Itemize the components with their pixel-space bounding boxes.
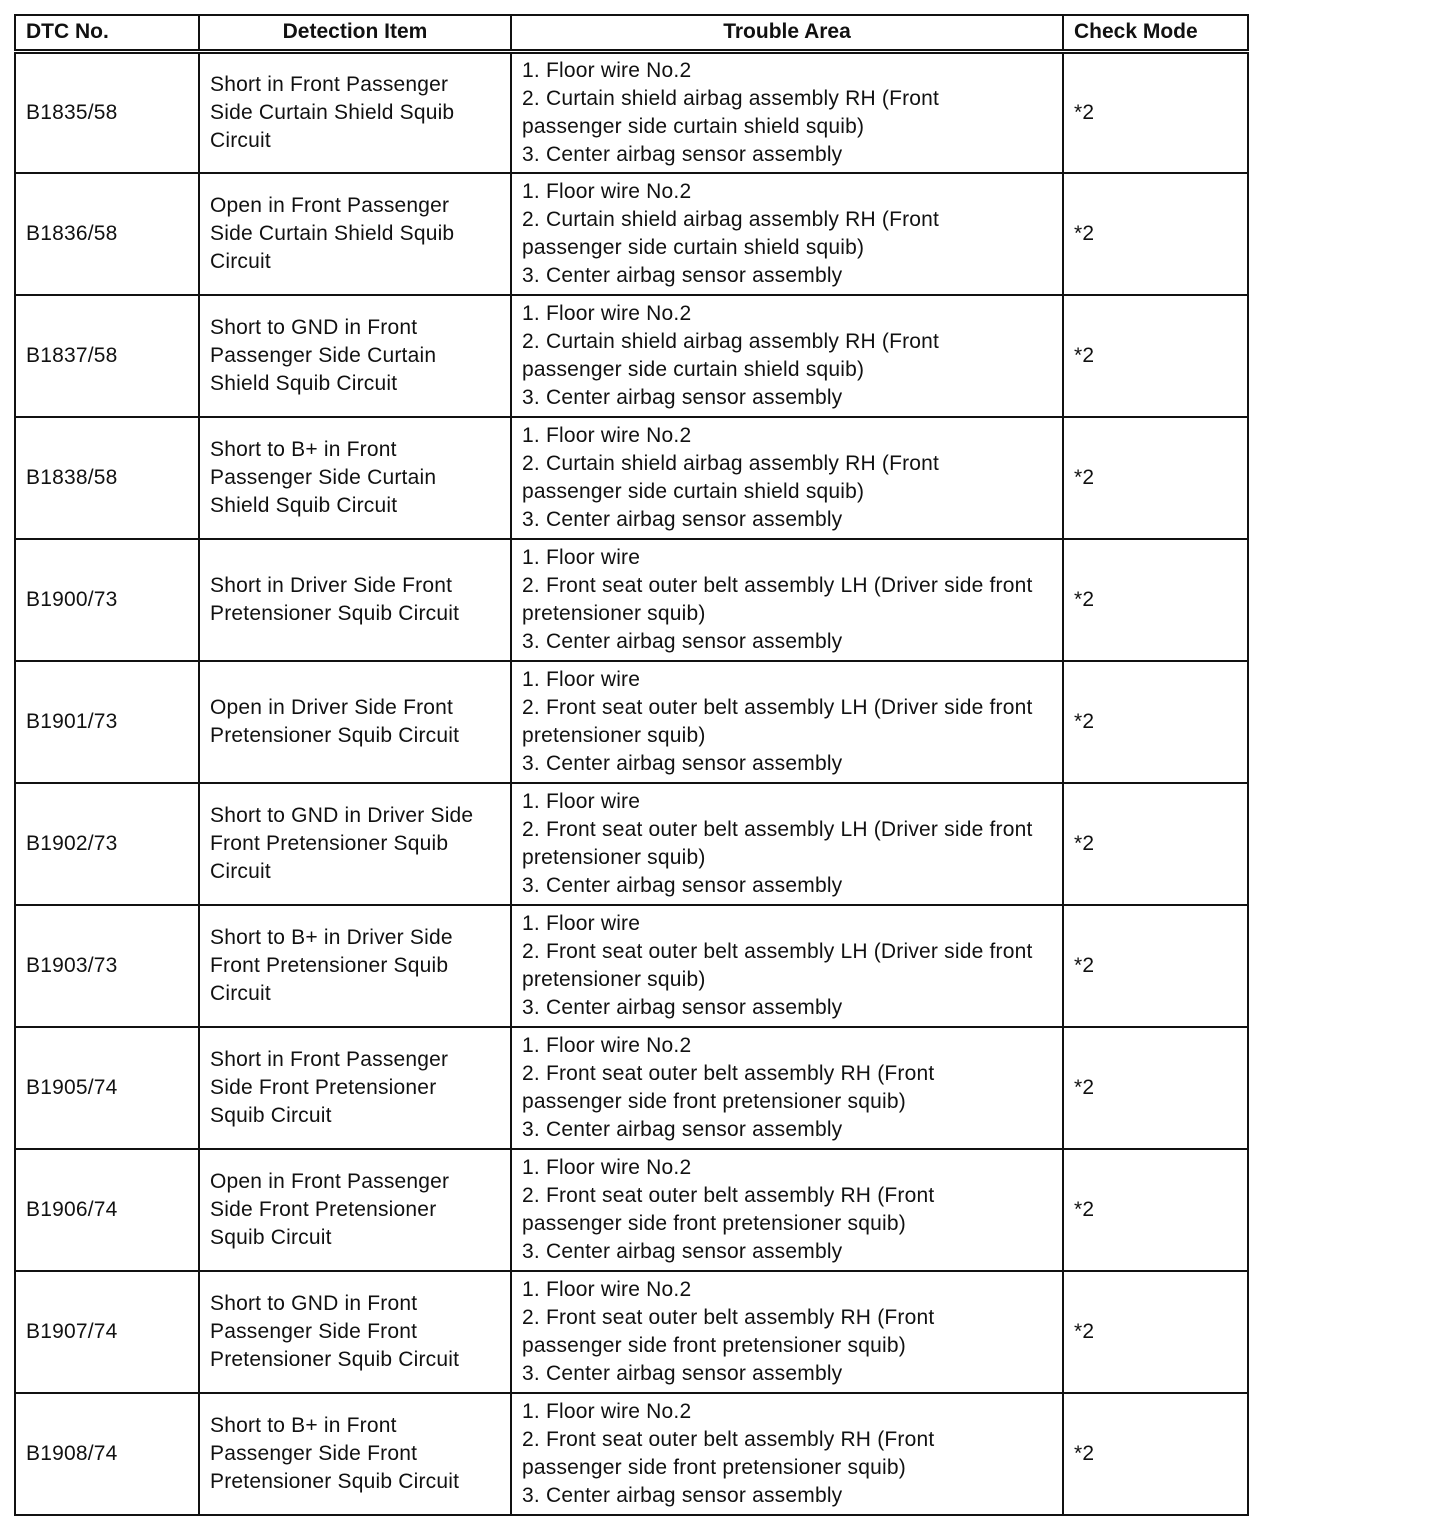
detection-line: Shield Squib Circuit: [210, 372, 398, 395]
trouble-line: 3. Center airbag sensor assembly: [522, 1118, 843, 1141]
trouble-line: 2. Front seat outer belt assembly LH (Driver side front: [522, 696, 1033, 719]
detection-line: Squib Circuit: [210, 1104, 332, 1127]
check-mode: *2: [1063, 539, 1248, 661]
detection-line: Short to B+ in Front: [210, 438, 397, 461]
dtc-code: B1903/73: [15, 905, 199, 1027]
check-mode: *2: [1063, 295, 1248, 417]
detection-item: [199, 417, 511, 539]
detection-line: Side Front Pretensioner: [210, 1198, 437, 1221]
detection-line: Open in Front Passenger: [210, 194, 450, 217]
detection-line: Circuit: [210, 250, 271, 273]
detection-line: Passenger Side Front: [210, 1320, 418, 1343]
detection-line: Side Front Pretensioner: [210, 1076, 437, 1099]
table-row: [15, 1271, 1248, 1393]
detection-line: Front Pretensioner Squib: [210, 954, 449, 977]
check-mode: *2: [1063, 783, 1248, 905]
check-mode: *2: [1063, 51, 1248, 173]
check-mode: *2: [1063, 1271, 1248, 1393]
table-row: [15, 1027, 1248, 1149]
check-mode: *2: [1063, 661, 1248, 783]
header-check-mode: Check Mode: [1063, 15, 1248, 51]
trouble-area: [511, 783, 1063, 905]
detection-item: [199, 1149, 511, 1271]
table-row: [15, 51, 1248, 173]
trouble-line: pretensioner squib): [522, 846, 706, 869]
trouble-line: 1. Floor wire No.2: [522, 302, 692, 325]
detection-item: [199, 173, 511, 295]
trouble-line: 2. Front seat outer belt assembly LH (Driver side front: [522, 574, 1033, 597]
header-row: [15, 15, 1248, 51]
trouble-line: 2. Front seat outer belt assembly LH (Driver side front: [522, 940, 1033, 963]
trouble-area: [511, 417, 1063, 539]
trouble-line: 3. Center airbag sensor assembly: [522, 1484, 843, 1507]
check-mode: *2: [1063, 417, 1248, 539]
trouble-line: 3. Center airbag sensor assembly: [522, 386, 843, 409]
trouble-line: 2. Front seat outer belt assembly RH (Front: [522, 1062, 935, 1085]
trouble-line: 2. Curtain shield airbag assembly RH (Front: [522, 330, 940, 353]
trouble-line: 2. Front seat outer belt assembly RH (Front: [522, 1184, 935, 1207]
trouble-line: 3. Center airbag sensor assembly: [522, 996, 843, 1019]
trouble-line: 1. Floor wire No.2: [522, 1400, 692, 1423]
trouble-line: pretensioner squib): [522, 602, 706, 625]
trouble-line: 1. Floor wire: [522, 546, 641, 569]
trouble-area: [511, 1027, 1063, 1149]
dtc-code: B1837/58: [15, 295, 199, 417]
detection-line: Passenger Side Curtain: [210, 344, 437, 367]
dtc-code: B1900/73: [15, 539, 199, 661]
detection-line: Side Curtain Shield Squib: [210, 100, 455, 124]
trouble-line: 1. Floor wire No.2: [522, 424, 692, 447]
detection-line: Passenger Side Front: [210, 1442, 418, 1465]
table-row: [15, 295, 1248, 417]
dtc-code: B1906/74: [15, 1149, 199, 1271]
trouble-line: pretensioner squib): [522, 724, 706, 747]
table-row: [15, 1149, 1248, 1271]
trouble-line: 1. Floor wire: [522, 790, 641, 813]
check-mode: *2: [1063, 1149, 1248, 1271]
check-mode: *2: [1063, 905, 1248, 1027]
table-row: [15, 1393, 1248, 1515]
trouble-area: [511, 173, 1063, 295]
trouble-line: 2. Curtain shield airbag assembly RH (Front: [522, 86, 940, 110]
detection-item: [199, 1027, 511, 1149]
table-header: [15, 15, 1248, 51]
detection-line: Open in Driver Side Front: [210, 696, 454, 719]
check-mode: *2: [1063, 1027, 1248, 1149]
trouble-line: 1. Floor wire No.2: [522, 180, 692, 203]
trouble-area: [511, 51, 1063, 173]
detection-line: Open in Front Passenger: [210, 1170, 450, 1193]
check-mode: *2: [1063, 1393, 1248, 1515]
trouble-line: 2. Curtain shield airbag assembly RH (Front: [522, 452, 940, 475]
detection-line: Pretensioner Squib Circuit: [210, 602, 460, 625]
trouble-area: [511, 295, 1063, 417]
trouble-line: 3. Center airbag sensor assembly: [522, 752, 843, 775]
trouble-line: passenger side curtain shield squib): [522, 114, 865, 138]
trouble-line: passenger side front pretensioner squib): [522, 1456, 906, 1479]
table-row: [15, 417, 1248, 539]
table-row: [15, 661, 1248, 783]
trouble-line: 1. Floor wire: [522, 668, 641, 691]
trouble-area: [511, 1271, 1063, 1393]
header-detection-item: Detection Item: [199, 15, 511, 51]
trouble-line: 2. Front seat outer belt assembly RH (Front: [522, 1306, 935, 1329]
table-row: [15, 173, 1248, 295]
detection-item: [199, 905, 511, 1027]
detection-line: Front Pretensioner Squib: [210, 832, 449, 855]
detection-line: Short in Front Passenger: [210, 1048, 449, 1071]
trouble-line: 2. Curtain shield airbag assembly RH (Front: [522, 208, 940, 231]
trouble-area: [511, 661, 1063, 783]
header-trouble-area: Trouble Area: [511, 15, 1063, 51]
detection-item: [199, 539, 511, 661]
trouble-line: 2. Front seat outer belt assembly LH (Driver side front: [522, 818, 1033, 841]
trouble-line: passenger side front pretensioner squib): [522, 1090, 906, 1113]
detection-line: Circuit: [210, 128, 271, 152]
dtc-code: B1908/74: [15, 1393, 199, 1515]
dtc-code: B1907/74: [15, 1271, 199, 1393]
detection-line: Short to GND in Driver Side: [210, 804, 474, 827]
detection-line: Circuit: [210, 982, 271, 1005]
dtc-code: B1901/73: [15, 661, 199, 783]
trouble-area: [511, 905, 1063, 1027]
detection-line: Short to B+ in Driver Side: [210, 926, 453, 949]
check-mode: *2: [1063, 173, 1248, 295]
trouble-line: passenger side curtain shield squib): [522, 358, 865, 381]
detection-item: [199, 783, 511, 905]
detection-item: [199, 1393, 511, 1515]
detection-item: [199, 51, 511, 173]
detection-item: [199, 1271, 511, 1393]
dtc-code: B1836/58: [15, 173, 199, 295]
table-row: [15, 905, 1248, 1027]
detection-item: [199, 661, 511, 783]
trouble-line: 1. Floor wire No.2: [522, 1278, 692, 1301]
trouble-line: 3. Center airbag sensor assembly: [522, 1362, 843, 1385]
dtc-code: B1905/74: [15, 1027, 199, 1149]
detection-line: Pretensioner Squib Circuit: [210, 724, 460, 747]
trouble-line: passenger side front pretensioner squib): [522, 1334, 906, 1357]
table-row: [15, 539, 1248, 661]
trouble-line: 1. Floor wire No.2: [522, 1156, 692, 1179]
detection-line: Short to B+ in Front: [210, 1414, 397, 1437]
detection-line: Short to GND in Front: [210, 1292, 418, 1315]
detection-line: Pretensioner Squib Circuit: [210, 1470, 460, 1493]
trouble-line: 3. Center airbag sensor assembly: [522, 508, 843, 531]
detection-line: Short to GND in Front: [210, 316, 418, 339]
trouble-line: 1. Floor wire: [522, 912, 641, 935]
trouble-line: 1. Floor wire No.2: [522, 58, 692, 82]
trouble-line: 1. Floor wire No.2: [522, 1034, 692, 1057]
trouble-line: passenger side curtain shield squib): [522, 236, 865, 259]
detection-line: Short in Front Passenger: [210, 72, 449, 96]
detection-item: [199, 295, 511, 417]
trouble-line: pretensioner squib): [522, 968, 706, 991]
trouble-line: 3. Center airbag sensor assembly: [522, 874, 843, 897]
trouble-line: 3. Center airbag sensor assembly: [522, 142, 843, 166]
header-dtc-no: DTC No.: [15, 15, 199, 51]
dtc-code: B1902/73: [15, 783, 199, 905]
detection-line: Circuit: [210, 860, 271, 883]
dtc-code: B1838/58: [15, 417, 199, 539]
trouble-area: [511, 1393, 1063, 1515]
dtc-code: B1835/58: [15, 51, 199, 173]
trouble-area: [511, 1149, 1063, 1271]
trouble-line: 3. Center airbag sensor assembly: [522, 630, 843, 653]
detection-line: Squib Circuit: [210, 1226, 332, 1249]
table-row: [15, 783, 1248, 905]
detection-line: Side Curtain Shield Squib: [210, 222, 455, 245]
trouble-line: 2. Front seat outer belt assembly RH (Front: [522, 1428, 935, 1451]
detection-line: Short in Driver Side Front: [210, 574, 453, 597]
dtc-table: [14, 14, 1249, 1516]
trouble-line: passenger side curtain shield squib): [522, 480, 865, 503]
trouble-line: 3. Center airbag sensor assembly: [522, 1240, 843, 1263]
detection-line: Shield Squib Circuit: [210, 494, 398, 517]
table-body: [15, 51, 1248, 1515]
detection-line: Passenger Side Curtain: [210, 466, 437, 489]
detection-line: Pretensioner Squib Circuit: [210, 1348, 460, 1371]
trouble-area: [511, 539, 1063, 661]
trouble-line: 3. Center airbag sensor assembly: [522, 264, 843, 287]
trouble-line: passenger side front pretensioner squib): [522, 1212, 906, 1235]
